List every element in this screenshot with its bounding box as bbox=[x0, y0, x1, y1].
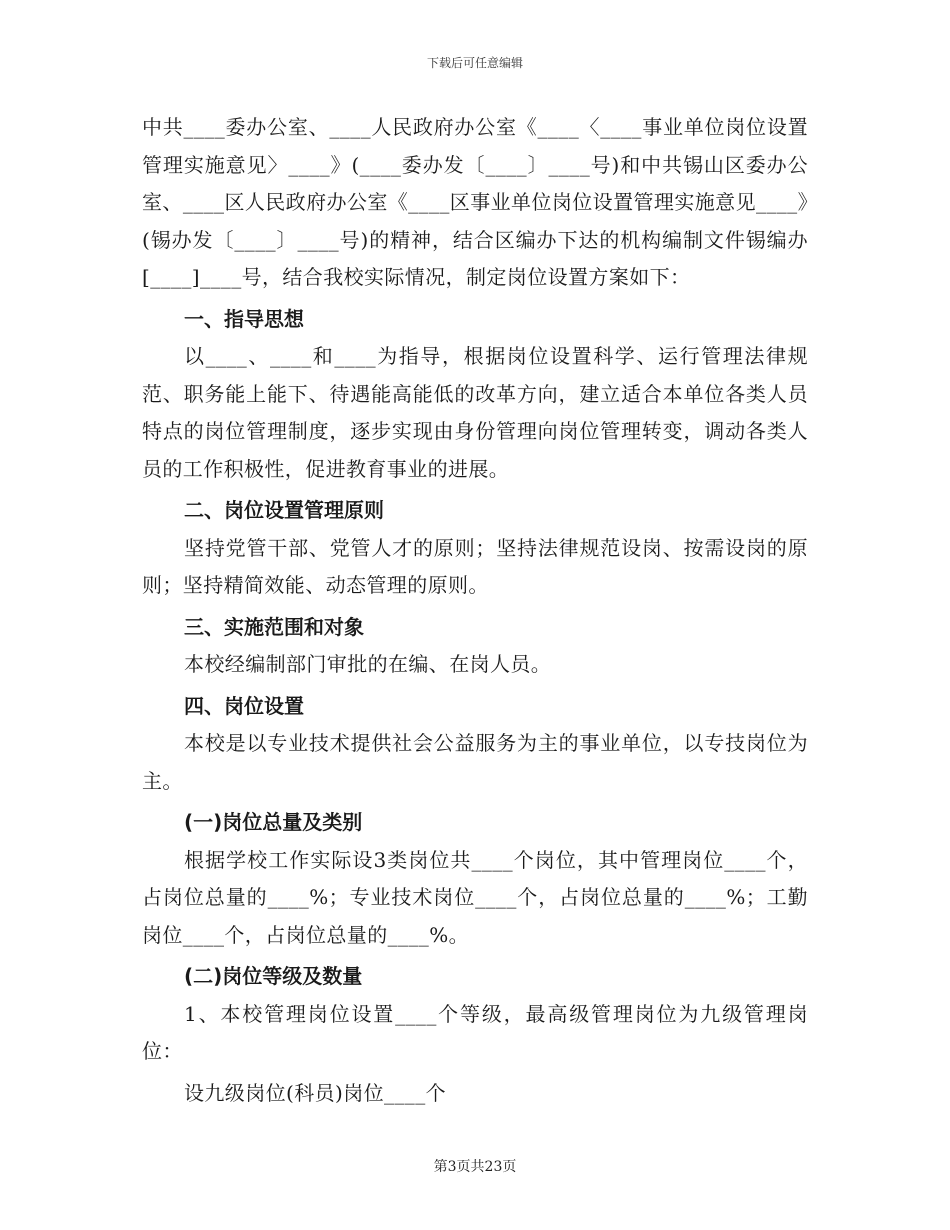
document-body bbox=[142, 109, 808, 1112]
section-heading-principles: 二、岗位设置管理原则 bbox=[184, 498, 384, 522]
subsection-heading-grade-and-quantity: (二)岗位等级及数量 bbox=[184, 964, 363, 988]
paragraph-guiding-ideology: 以____、____和____为指导，根据岗位设置科学、运行管理法律规范、职务能上能下、待遇能高能低的改革方向，建立适合本单位各类人员特点的岗位管理制度，逐步实现由身份管理向岗位管理转变，调动各类人员的工作积极性，促进教育事业的进展。 bbox=[142, 344, 808, 481]
paragraph-post-setting: 本校是以专业技术提供社会公益服务为主的事业单位，以专技岗位为主。 bbox=[142, 731, 808, 793]
subsection-heading-total-and-category: (一)岗位总量及类别 bbox=[184, 810, 363, 834]
paragraph-principles: 坚持党管干部、党管人才的原则；坚持法律规范设岗、按需设岗的原则；坚持精简效能、动态管理的原则。 bbox=[142, 535, 808, 597]
paragraph-scope: 本校经编制部门审批的在编、在岗人员。 bbox=[184, 652, 552, 676]
page-header: 下载后可任意编辑 bbox=[426, 56, 523, 70]
intro-paragraph: 中共____委办公室、____人民政府办公室《____〈____事业单位岗位设置管理实施意见〉____》(____委办发〔____〕____号)和中共锡山区委办公室、____区人民政府办公室《____区事业单位岗位设置管理实施意见____》(锡办发〔____〕____号)的精神，结合区编办下达的机构编制文件锡编办[____]____号，结合我校实际情况，制定岗位设置方案如下： bbox=[142, 115, 808, 289]
section-heading-post-setting: 四、岗位设置 bbox=[184, 693, 304, 718]
paragraph-level-nine-posts: 设九级岗位(科员)岗位____个 bbox=[184, 1080, 447, 1105]
paragraph-management-grades: 1、本校管理岗位设置____个等级，最高级管理岗位为九级管理岗位： bbox=[142, 1001, 808, 1063]
paragraph-total-and-category: 根据学校工作实际设3类岗位共____个岗位，其中管理岗位____个，占岗位总量的____%；专业技术岗位____个，占岗位总量的____%；工勤岗位____个，占岗位总量的____%。 bbox=[142, 847, 808, 947]
page-footer: 第3页共23页 bbox=[433, 1159, 517, 1175]
section-heading-guiding-ideology: 一、指导思想 bbox=[184, 306, 304, 331]
section-heading-scope: 三、实施范围和对象 bbox=[184, 614, 364, 639]
